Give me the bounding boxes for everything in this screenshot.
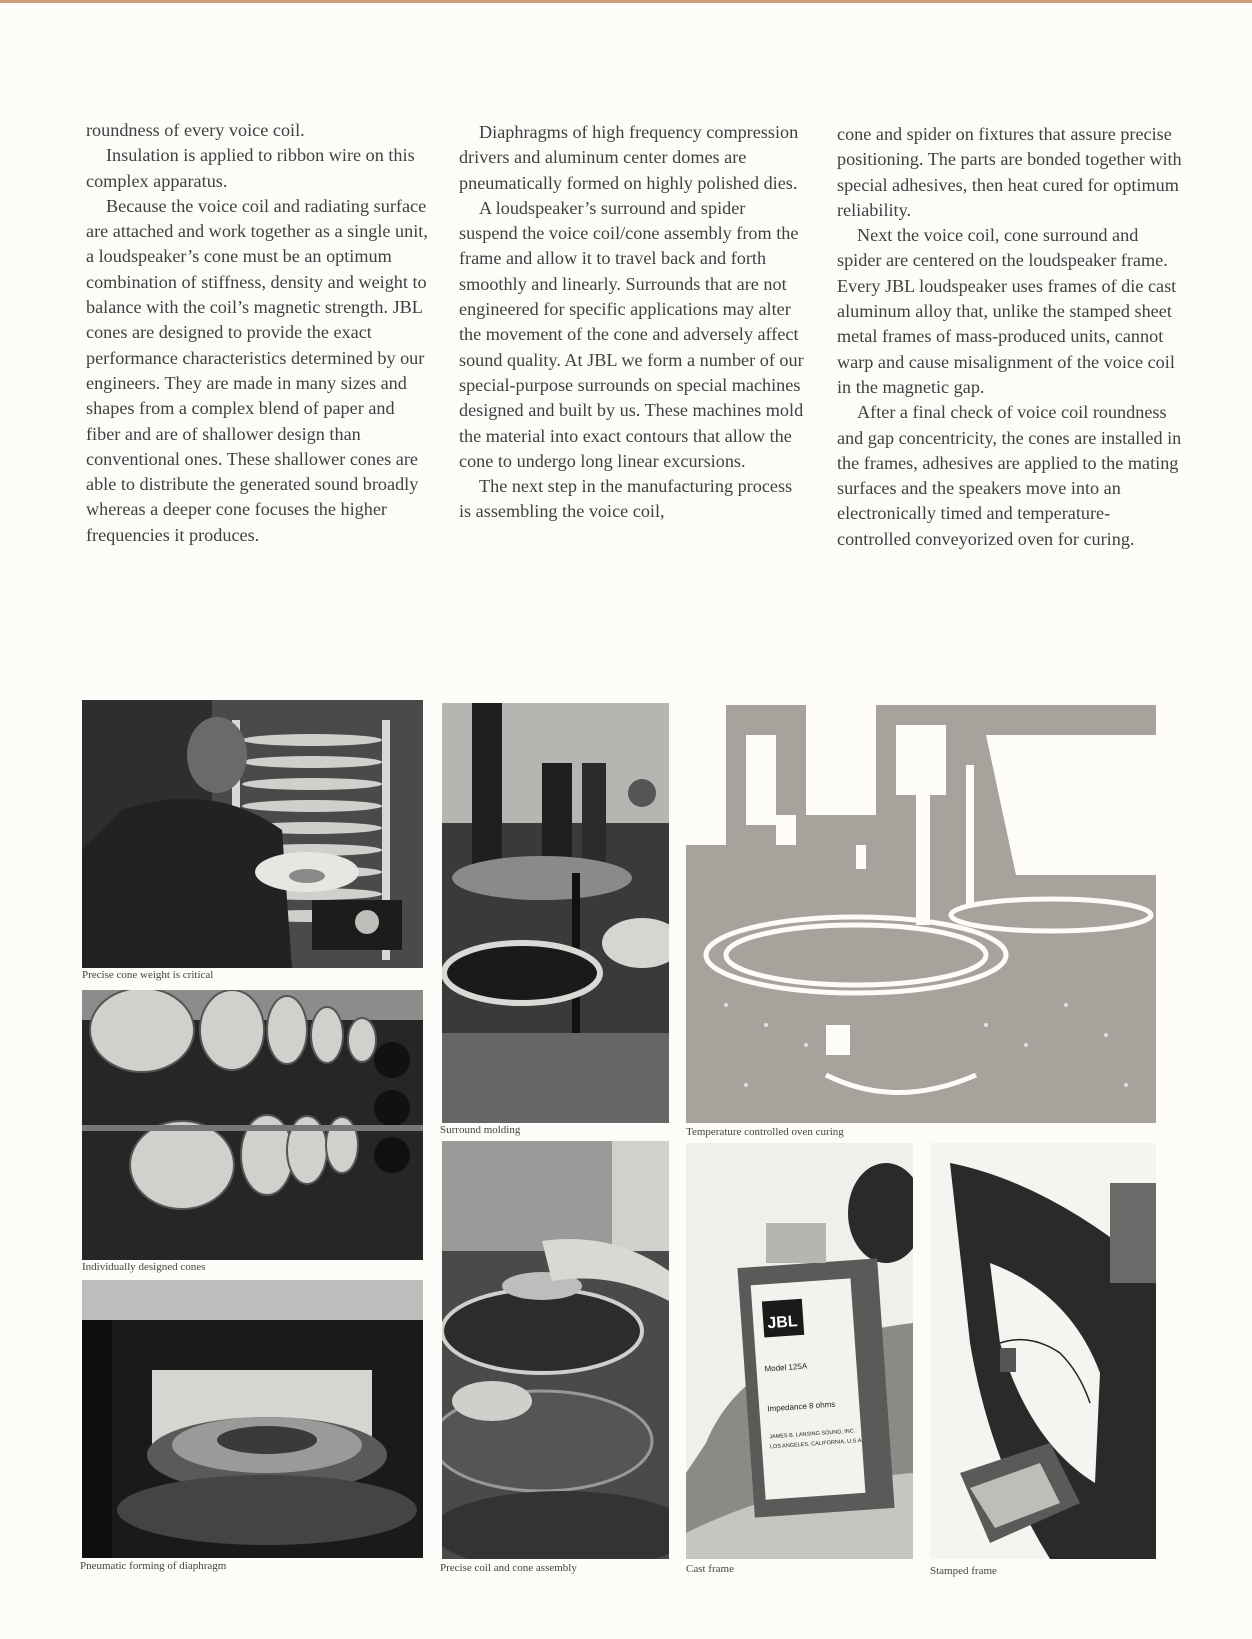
caption-cast-frame: Cast frame — [686, 1563, 734, 1575]
photo-surround-molding — [442, 703, 669, 1123]
jbl-logo-text: JBL — [766, 1313, 799, 1333]
photo-pneumatic-forming — [82, 1280, 423, 1558]
caption-designed-cones: Individually designed cones — [82, 1261, 206, 1273]
paragraph: Next the voice coil, cone surround and spider are centered on the loudspeaker frame. Every JBL loudspeaker uses frames of die cast aluminum alloy that, unlike the stamped sheet metal frames of mass-produced units, cannot warp and cause misalignment of the voice coil in the magnetic gap. — [837, 225, 1177, 397]
paragraph: Diaphragms of high frequency compression drivers and aluminum center domes are pneumatically formed on highly polished dies. — [459, 122, 799, 193]
label-maker: JAMES B. LANSING SOUND, INC. — [769, 1428, 856, 1441]
caption-cone-weight: Precise cone weight is critical — [82, 969, 214, 981]
top-border — [0, 0, 1252, 3]
paragraph: Because the voice coil and radiating surface are attached and work together as a single unit, a loudspeaker’s cone must be an optimum combination of stiffness, density and weight to balance with the coil’s magnetic strength. JBL cones are designed to provide the exact performance characteristics determined by our engineers. They are made in many sizes and shapes from a complex blend of paper and fiber and are of shallower design than conventional ones. These shallower cones are able to distribute the generated sound broadly whereas a deeper cone focuses the higher frequencies it produces. — [86, 195, 428, 545]
photo-stamped-frame — [930, 1143, 1156, 1559]
caption-oven-curing: Temperature controlled oven curing — [686, 1126, 844, 1138]
photo-designed-cones — [82, 990, 423, 1260]
paragraph: roundness of every voice coil. — [86, 120, 305, 140]
photo-oven-curing — [686, 705, 1156, 1123]
paragraph: Insulation is applied to ribbon wire on this complex apparatus. — [86, 145, 415, 191]
label-model: Model 125A — [764, 1361, 808, 1374]
label-city: LOS ANGELES, CALIFORNIA, U.S.A. — [769, 1437, 864, 1451]
text-column-2 — [459, 120, 804, 525]
paragraph: A loudspeaker’s surround and spider suspend the voice coil/cone assembly from the frame and allow it to travel back and forth smoothly and linearly. Surrounds that are not engineered for specific applications may alter the movement of the cone and adversely affect sound quality. At JBL we form a number of our special-purpose surrounds on special machines designed and built by us. These machines mold the material into exact contours that allow the cone to undergo long linear excursions. — [459, 197, 804, 471]
caption-surround-molding: Surround molding — [440, 1124, 521, 1136]
label-impedance: Impedance 8 ohms — [767, 1399, 836, 1414]
paragraph: After a final check of voice coil roundness and gap concentricity, the cones are installed in the frames, adhesives are applied to the mating surfaces and the speakers move into an electronically timed and temperature-controlled conveyorized oven for curing. — [837, 402, 1182, 549]
caption-coil-cone-assembly: Precise coil and cone assembly — [440, 1562, 577, 1574]
text-column-1 — [86, 118, 431, 548]
paragraph: cone and spider on fixtures that assure precise positioning. The parts are bonded together with special adhesives, then heat cured for optimum reliability. — [837, 124, 1182, 220]
photo-cast-frame — [686, 1143, 913, 1559]
photo-coil-cone-assembly — [442, 1141, 669, 1559]
photo-cone-weight — [82, 700, 423, 968]
caption-pneumatic-forming: Pneumatic forming of diaphragm — [80, 1560, 227, 1572]
text-column-3 — [837, 122, 1182, 552]
caption-stamped-frame: Stamped frame — [930, 1565, 997, 1577]
paragraph: The next step in the manufacturing process is assembling the voice coil, — [459, 476, 793, 522]
